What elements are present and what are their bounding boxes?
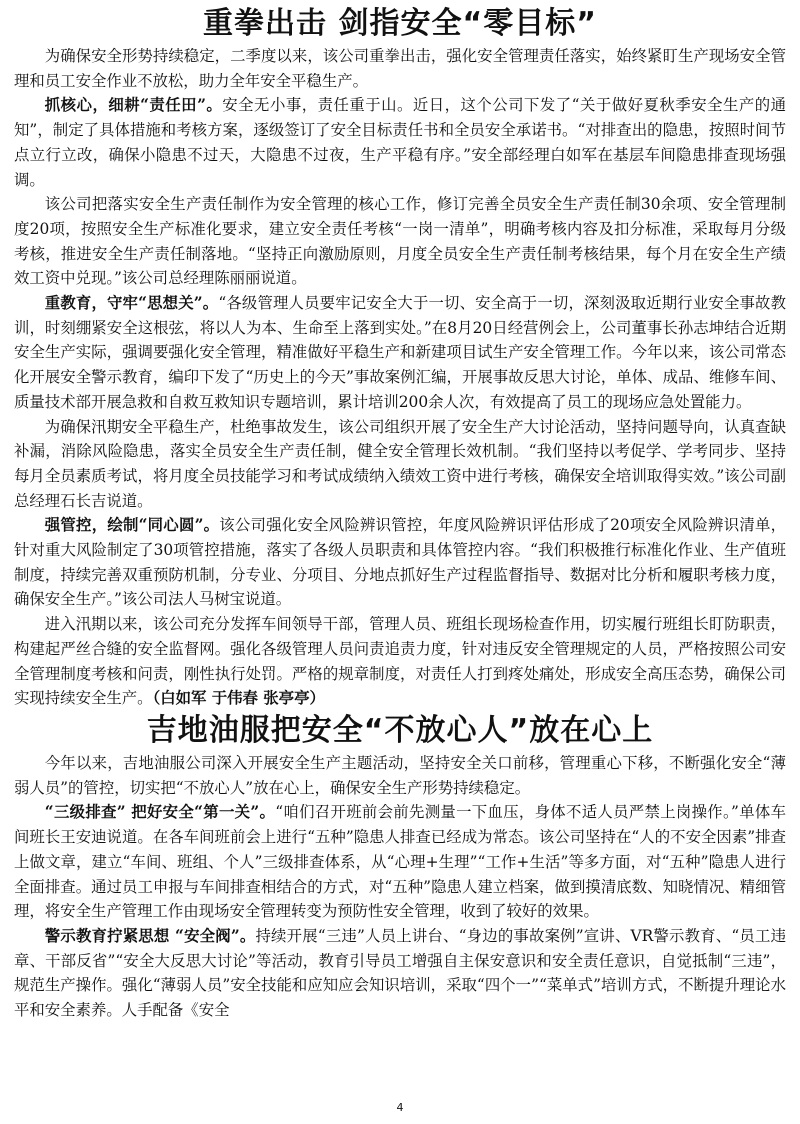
section-body: 持续开展“三违”人员上讲台、“身边的事故案例”宣讲、VR警示教育、“员工违章、干部反省”“安全大反思大讨论”等活动，教育引导员工增强自主保安意识和安全责任意识，自觉抵制“三违”，规范生产操作。强化“薄弱人员”安全技能和应知应会知识培训，采取“四个一”“菜单式”培训方式，不断提升理论水平和安全素养。人手配备《安全: [14, 926, 786, 1020]
article-1-section-1: [14, 93, 786, 192]
section-body: 该公司强化安全风险辨识管控，年度风险辨识评估形成了20项安全风险辨识清单，针对重大风险制定了30项管控措施，落实了各级人员职责和具体管控内容。“我们积极推行标准化作业、生产值班制度，持续完善双重预防机制，分专业、分项目、分地点抓好生产过程监督指导、数据对比分析和履职考核力度，确保安全生产。”该公司法人马树宝说道。: [14, 516, 786, 609]
page-number: 4: [396, 1101, 404, 1114]
article-1-byline: （白如军 于伟春 张亭亭）: [152, 689, 325, 708]
article-2-section-1: [14, 800, 786, 924]
article-1-section-3: [14, 513, 786, 612]
section-heading: “三级排查” 把好安全“第一关”。: [44, 803, 276, 822]
article-2-section-2: [14, 924, 786, 1023]
article-2-paragraph-1: 今年以来，吉地油服公司深入开展安全生产主题活动，坚持安全关口前移，管理重心下移，不断强化安全“薄弱人员”的管控，切实把“不放心人”放在心上，确保安全生产形势持续稳定。: [14, 753, 786, 797]
section-heading: 强管控，绘制“同心圆”。: [44, 516, 220, 535]
article-1-paragraph-3: 该公司把落实安全生产责任制作为安全管理的核心工作，修订完善全员安全生产责任制30余项、安全管理制度20项，按照安全生产标准化要求，建立安全责任考核“一岗一清单”，明确考核内容及扣分标准，采取每月分级考核，推进安全生产责任制落地。“坚持正向激励原则，月度全员安全生产责任制考核结果，每个月在安全生产绩效工资中兑现。”该公司总经理陈丽丽说道。: [14, 195, 786, 288]
article-1-paragraph-1: 为确保安全形势持续稳定，二季度以来，该公司重拳出击，强化安全管理责任落实，始终紧盯生产现场安全管理和员工安全作业不放松，助力全年安全平稳生产。: [14, 47, 786, 90]
article-1-paragraph-7: [14, 612, 786, 711]
section-heading: 重教育，守牢“思想关”。: [44, 294, 219, 313]
paragraph-body: 进入汛期以来，该公司充分发挥车间领导干部，管理人员、班组长现场检查作用，切实履行班组长盯防职责，构建起严丝合缝的安全监督网。强化各级管理人员问责追责力度，针对违反安全管理规定的人员，严格按照公司安全管理制度考核和问责，刚性执行处罚。严格的规章制度，对责任人打到疼处痛处，形成安全高压态势，确保公司实现持续安全生产。: [14, 615, 786, 708]
section-heading: 警示教育拧紧思想 “安全阀”。: [44, 926, 256, 945]
article-2-title: 吉地油服把安全“不放心人”放在心上: [146, 712, 654, 748]
section-body: “各级管理人员要牢记安全大于一切、安全高于一切，深刻汲取近期行业安全事故教训，时刻绷紧安全这根弦，将以人为本、生命至上落到实处。”在8月20日经营例会上，公司董事长孙志坤结合近期安全生产实际，强调要强化安全管理，精准做好平稳生产和新建项目试生产安全管理工作。今年以来，该公司常态化开展安全警示教育，编印下发了“历史上的今天”事故案例汇编，开展事故反思大讨论，单体、成品、维修车间、质量技术部开展急救和自救互救知识专题培训，累计培训200余人次，有效提高了员工的现场应急处置能力。: [14, 294, 786, 411]
article-1-section-2: [14, 291, 786, 415]
article-1-title: 重拳出击 剑指安全“零目标”: [203, 6, 597, 41]
article-1-paragraph-5: 为确保汛期安全平稳生产，杜绝事故发生，该公司组织开展了安全生产大讨论活动，坚持问题导向，认真查缺补漏，消除风险隐患，落实全员安全生产责任制，健全安全管理长效机制。“我们坚持以考促学、学考同步、坚持每月全员素质考试，将月度全员技能学习和考试成绩纳入绩效工资中进行考核，确保安全培训取得实效。”该公司副总经理石长吉说道。: [14, 417, 786, 510]
section-body: “咱们召开班前会前先测量一下血压，身体不适人员严禁上岗操作。”单体车间班长王安迪说道。在各车间班前会上进行“五种”隐患人排查已经成为常态。该公司坚持在“人的不安全因素”排查上做文章，建立“车间、班组、个人”三级排查体系，从“心理+生理”“工作+生活”等多方面，对“五种”隐患人进行全面排查。通过员工申报与车间排查相结合的方式，对“五种”隐患人建立档案，做到摸清底数、知晓情况、精细管理，将安全生产管理工作由现场安全管理转变为预防性安全管理，收到了较好的效果。: [14, 803, 786, 921]
section-heading: 抓核心，细耕“责任田”。: [44, 96, 223, 115]
section-body: 安全无小事，责任重于山。近日，这个公司下发了“关于做好夏秋季安全生产的通知”，制定了具体措施和考核方案，逐级签订了安全目标责任书和全员安全承诺书。“对排查出的隐患，按照时间节点立行立改，确保小隐患不过天，大隐患不过夜，生产平稳有序。”安全部经理白如军在基层车间隐患排查现场强调。: [14, 96, 786, 189]
